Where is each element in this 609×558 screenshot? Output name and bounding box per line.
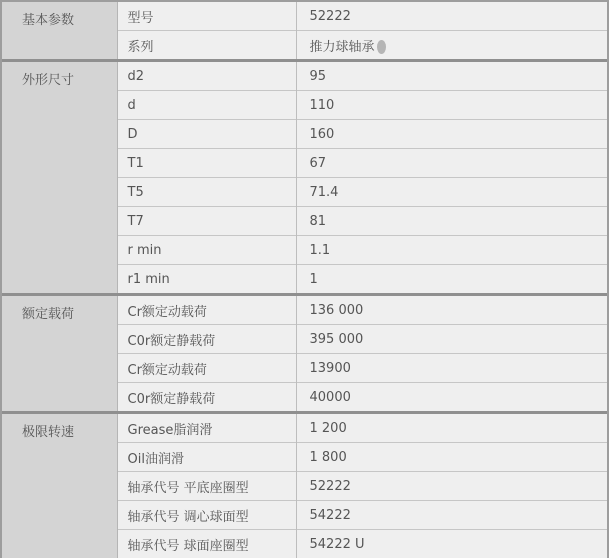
param-label-cell: D	[117, 120, 296, 149]
param-label-cell: C0r额定静载荷	[117, 325, 296, 354]
param-label-cell: C0r额定静载荷	[117, 383, 296, 413]
bearing-spec-table	[2, 2, 607, 558]
param-value-text: 54222 U	[309, 536, 365, 552]
param-value-cell	[296, 178, 607, 207]
param-value-cell	[296, 149, 607, 178]
category-cell: 极限转速	[2, 413, 117, 558]
param-label-cell: 轴承代号 球面座圈型	[117, 530, 296, 558]
param-label-cell: Grease脂润滑	[117, 413, 296, 443]
param-value-text: 1.1	[309, 242, 331, 258]
param-label-cell: Oil油润滑	[117, 443, 296, 472]
param-value-text: 1 200	[309, 420, 347, 436]
param-value-text: 136 000	[309, 302, 364, 318]
param-value-cell	[296, 325, 607, 354]
param-value-text: 40000	[309, 389, 351, 405]
param-label-cell: r1 min	[117, 265, 296, 295]
param-value-text: 推力球轴承	[309, 39, 375, 55]
param-value-cell	[296, 31, 607, 61]
param-label-cell: 型号	[117, 2, 296, 31]
param-value-cell	[296, 120, 607, 149]
param-value-text: 110	[309, 97, 335, 113]
param-value-cell	[296, 207, 607, 236]
param-value-text: 71.4	[309, 184, 339, 200]
param-value-cell	[296, 265, 607, 295]
spec-table-body	[2, 2, 607, 558]
param-label-cell: d2	[117, 61, 296, 91]
param-value-text: 67	[309, 155, 327, 171]
param-value-cell	[296, 383, 607, 413]
param-value-cell	[296, 501, 607, 530]
table-row	[2, 413, 607, 443]
param-value-cell	[296, 295, 607, 325]
param-value-text: 395 000	[309, 331, 364, 347]
series-image-placeholder-icon	[377, 40, 386, 54]
param-value-text: 95	[309, 68, 327, 84]
param-value-cell	[296, 354, 607, 383]
param-value-text: 54222	[309, 507, 351, 523]
table-row	[2, 2, 607, 31]
param-label-cell: T1	[117, 149, 296, 178]
param-value-cell	[296, 61, 607, 91]
category-cell: 外形尺寸	[2, 61, 117, 295]
table-row	[2, 295, 607, 325]
param-label-cell: T7	[117, 207, 296, 236]
param-value-text: 52222	[309, 478, 351, 494]
param-value-cell	[296, 236, 607, 265]
param-value-cell	[296, 530, 607, 558]
param-value-text: 52222	[309, 8, 351, 24]
param-value-cell	[296, 443, 607, 472]
param-label-cell: d	[117, 91, 296, 120]
param-label-cell: Cr额定动载荷	[117, 295, 296, 325]
param-value-cell	[296, 91, 607, 120]
param-value-cell	[296, 2, 607, 31]
param-label-cell: r min	[117, 236, 296, 265]
param-value-cell	[296, 472, 607, 501]
param-label-cell: T5	[117, 178, 296, 207]
table-row	[2, 61, 607, 91]
param-label-cell: Cr额定动载荷	[117, 354, 296, 383]
category-cell: 额定载荷	[2, 295, 117, 413]
param-label-cell: 轴承代号 平底座圈型	[117, 472, 296, 501]
param-label-cell: 系列	[117, 31, 296, 61]
param-label-cell: 轴承代号 调心球面型	[117, 501, 296, 530]
param-value-text: 1	[309, 271, 318, 287]
param-value-text: 81	[309, 213, 327, 229]
param-value-cell	[296, 413, 607, 443]
category-cell: 基本参数	[2, 2, 117, 61]
param-value-text: 160	[309, 126, 335, 142]
param-value-text: 13900	[309, 360, 351, 376]
param-value-text: 1 800	[309, 449, 347, 465]
